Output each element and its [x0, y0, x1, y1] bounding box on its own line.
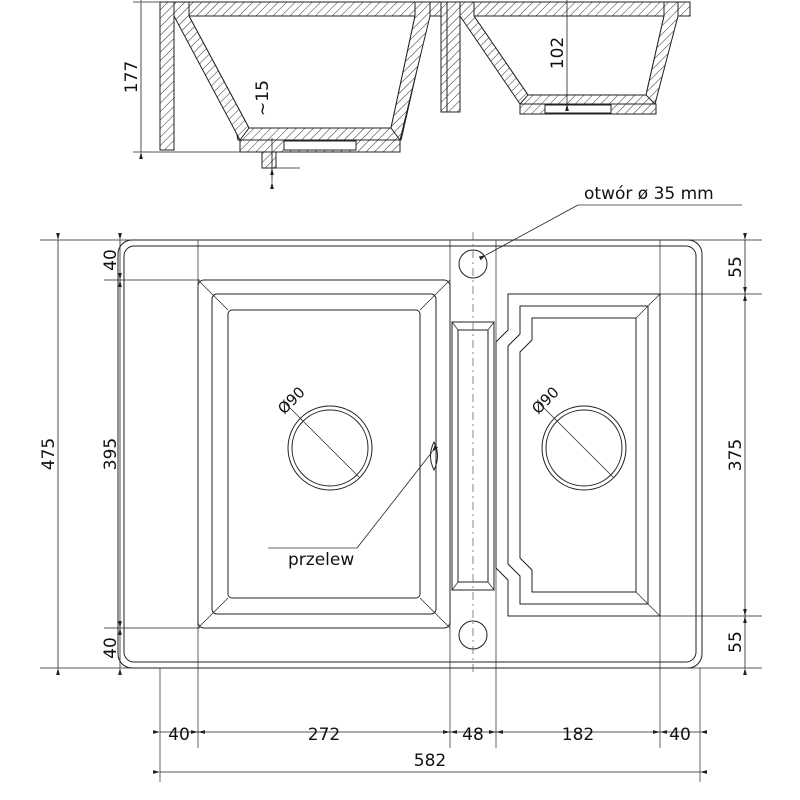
- dimension-bottom-gap: 48: [462, 725, 484, 745]
- dimension-bottom-right-margin: 40: [669, 725, 691, 745]
- dimension-section-depth-small: 102: [548, 36, 568, 70]
- dimension-bottom-left-margin: 40: [168, 725, 190, 745]
- dimension-bottom-left-bowl: 272: [307, 725, 341, 745]
- dimension-bottom-right-bowl: 182: [561, 725, 595, 745]
- dimension-left-bowl-height: 395: [101, 437, 121, 471]
- left-dimension-group: [39, 240, 200, 668]
- bottom-dimension-group: [160, 240, 700, 782]
- label-tap-hole: otwór ø 35 mm: [584, 184, 714, 204]
- label-overflow: przelew: [288, 550, 355, 570]
- dimension-right-bowl-height: 375: [726, 438, 746, 472]
- dimension-overall-height: 475: [39, 437, 59, 471]
- plan-view: [118, 184, 742, 676]
- right-bowl: [496, 294, 660, 616]
- label-drain-left: Ø90: [274, 383, 309, 418]
- label-drain-right: Ø90: [528, 383, 563, 418]
- leader-tap-hole: [486, 205, 578, 255]
- center-divider: [431, 322, 495, 590]
- right-dimension-group: [660, 240, 762, 668]
- dimension-section-depth-main: 177: [122, 60, 142, 94]
- dimension-right-top-margin: 55: [726, 256, 746, 278]
- dimension-wall-thickness: ~15: [253, 80, 273, 116]
- left-bowl: [198, 280, 450, 628]
- sink-outline-inner: [124, 246, 696, 662]
- dimension-right-bottom-margin: 55: [726, 631, 746, 653]
- dimension-overall-width: 582: [413, 751, 447, 771]
- dimension-left-top-margin: 40: [101, 249, 121, 271]
- section-view: [122, 2, 690, 182]
- dimension-left-bottom-margin: 40: [101, 637, 121, 659]
